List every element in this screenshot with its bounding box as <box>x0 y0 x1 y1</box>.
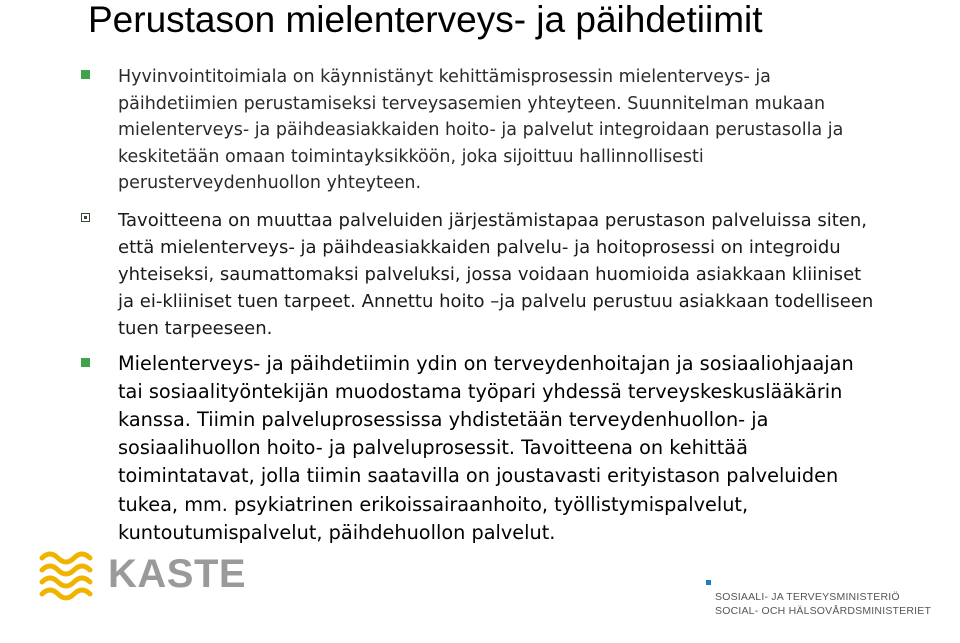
square-bullet-icon <box>81 358 90 367</box>
bullet-list <box>80 64 880 547</box>
kaste-logo <box>38 548 247 602</box>
slide-title: Perustason mielenterveys- ja päihdetiimit <box>88 0 763 40</box>
kaste-waves-icon <box>38 548 94 602</box>
square-bullet-icon <box>81 70 90 79</box>
kaste-logo-text: KASTE <box>108 552 247 596</box>
ministry-name-fi: SOSIAALI- JA TERVEYSMINISTERIÖ <box>715 591 900 603</box>
square-bullet-outline-icon <box>81 213 90 222</box>
bullet-text: Hyvinvointitoimiala on käynnistänyt kehittämisprosessin mielenterveys- ja päihdetiimien perustamiseksi terveysasemien yhteyteen. Suunnitelman mukaan mielenterveys- ja päihdeasiakkaiden hoito- ja palvelut integroidaan perustasolla ja keskitetään omaan toimintayksikköön, joka sijoittuu hallinnollisesti perusterveydenhuollon yhteyteen. <box>118 67 844 193</box>
bullet-item <box>80 64 880 197</box>
ministry-logo <box>706 578 936 638</box>
bullet-item <box>80 207 880 343</box>
bullet-text: Tavoitteena on muuttaa palveluiden järjestämistapaa perustason palveluissa siten, että mielenterveys- ja päihdeasiakkaiden palvelu- ja hoitoprosessi on integroidu yhteiseksi, saumattomaksi palveluksi, jossa voidaan huomioida asiakkaan kliiniset ja ei-kliiniset tuen tarpeet. Annettu hoito –ja palvelu perustuu asiakkaan todelliseen tuen tarpeeseen. <box>118 209 874 340</box>
bullet-item <box>80 350 880 547</box>
ministry-name-sv: SOCIAL- OCH HÄLSOVÅRDSMINISTERIET <box>715 605 932 617</box>
bullet-text: Mielenterveys- ja päihdetiimin ydin on terveydenhoitajan ja sosiaaliohjaajan tai sosiaalityöntekijän muodostama työpari yhdessä terveyskeskuslääkärin kanssa. Tiimin palveluprosessissa yhdistetään terveydenhuollon- ja sosiaalihuollon hoito- ja palveluprosessit. Tavoitteena on kehittää toimintatavat, jolla tiimin saatavilla on joustavasti erityistason palveluiden tukea, mm. psykiatrinen erikoissairaanhoito, työllistymispalvelut, kuntoutumispalvelut, päihdehuollon palvelut. <box>118 351 854 544</box>
